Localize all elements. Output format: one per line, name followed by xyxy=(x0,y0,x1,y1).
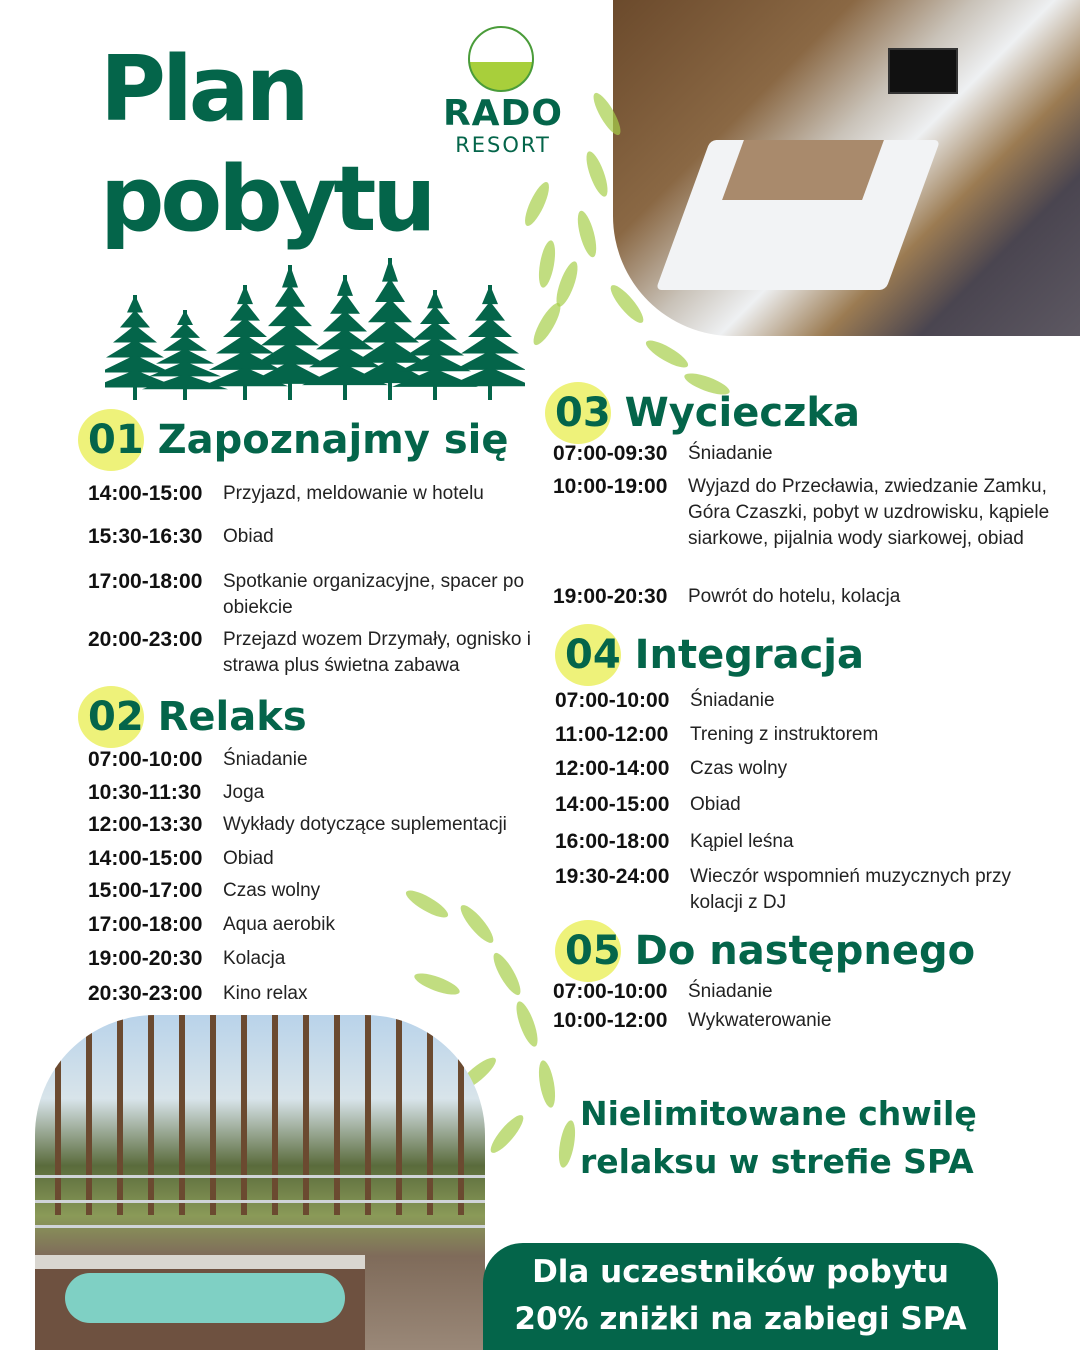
schedule-row xyxy=(553,474,1058,552)
tree-trunk xyxy=(117,1015,123,1215)
section-title: Do następnego xyxy=(634,928,976,974)
schedule-row xyxy=(88,627,548,679)
schedule-row xyxy=(88,812,548,838)
schedule-time: 14:00-15:00 xyxy=(555,793,670,816)
leaf-icon xyxy=(643,336,692,372)
leaf-icon xyxy=(556,1119,578,1169)
schedule-row xyxy=(88,946,548,972)
tree-trunk xyxy=(148,1015,154,1215)
blanket-shape xyxy=(722,140,884,200)
schedule-description: Śniadanie xyxy=(690,690,775,711)
section-heading xyxy=(88,415,509,465)
schedule-time: 15:30-16:30 xyxy=(88,525,203,548)
railing xyxy=(35,1175,485,1178)
schedule-time: 19:00-20:30 xyxy=(88,947,203,970)
schedule-time: 11:00-12:00 xyxy=(555,723,669,746)
leaf-icon xyxy=(536,239,558,289)
schedule-row xyxy=(553,584,1058,610)
jacuzzi-water xyxy=(65,1273,345,1323)
schedule-description: Wyjazd do Przecławia, zwiedzanie Zamku, Góra Czaszki, pobyt w uzdrowisku, kąpiele siarkowe, pijalnia wody siarkowej, obiad xyxy=(688,476,1050,549)
tree-trunk xyxy=(458,1015,464,1215)
schedule-row xyxy=(553,441,1058,467)
schedule-description: Śniadanie xyxy=(688,981,773,1002)
schedule-description: Joga xyxy=(223,782,265,803)
pine-tree-icon xyxy=(447,285,525,400)
promo-line1: Dla uczestników pobytu xyxy=(532,1254,949,1290)
schedule-description: Trening z instruktorem xyxy=(690,724,879,745)
section-title: Wycieczka xyxy=(624,390,860,436)
logo-subtitle: RESORT xyxy=(455,133,551,157)
spa-line2: relaksu w strefie SPA xyxy=(580,1142,974,1181)
schedule-time: 12:00-13:30 xyxy=(88,813,203,836)
leaf-icon xyxy=(574,209,600,259)
schedule-description: Czas wolny xyxy=(690,758,788,779)
schedule-time: 14:00-15:00 xyxy=(88,482,203,505)
spa-line1: Nielimitowane chwilę xyxy=(580,1094,977,1133)
schedule-time: 17:00-18:00 xyxy=(88,570,203,593)
schedule-row xyxy=(88,481,548,507)
schedule-row xyxy=(88,912,548,938)
tree-trunk xyxy=(272,1015,278,1215)
section-title: Relaks xyxy=(157,694,307,740)
schedule-time: 16:00-18:00 xyxy=(555,830,670,853)
schedule-description: Śniadanie xyxy=(223,749,308,770)
schedule-description: Przyjazd, meldowanie w hotelu xyxy=(223,483,484,504)
schedule-row xyxy=(88,846,548,872)
logo-name: RADO xyxy=(442,93,564,134)
leaf-icon xyxy=(486,1111,528,1157)
tree-trunk xyxy=(396,1015,402,1215)
schedule-description: Kino relax xyxy=(223,983,308,1004)
leaf-icon xyxy=(529,300,565,349)
leaf-icon xyxy=(521,179,554,228)
tree-trunk xyxy=(334,1015,340,1215)
section-number: 02 xyxy=(88,694,144,740)
schedule-row xyxy=(88,569,548,621)
spa-jacuzzi-photo xyxy=(35,1015,485,1350)
schedule-description: Czas wolny xyxy=(223,880,321,901)
schedule-row xyxy=(88,981,548,1007)
railing xyxy=(35,1225,485,1228)
leaf-icon xyxy=(552,259,582,309)
section-title: Integracja xyxy=(634,632,864,678)
schedule-row xyxy=(88,524,548,550)
schedule-description: Wykwaterowanie xyxy=(688,1010,832,1031)
schedule-time: 07:00-09:30 xyxy=(553,442,668,465)
schedule-time: 20:30-23:00 xyxy=(88,982,203,1005)
railing xyxy=(35,1200,485,1203)
schedule-row xyxy=(553,979,1058,1005)
schedule-row xyxy=(553,1008,1058,1034)
schedule-description: Przejazd wozem Drzymały, ognisko i strawa plus świetna zabawa xyxy=(223,629,531,676)
section-heading xyxy=(565,630,864,680)
schedule-description: Obiad xyxy=(223,848,274,869)
pine-trees-icon xyxy=(105,250,525,410)
schedule-description: Wieczór wspomnień muzycznych przy kolacji z DJ xyxy=(690,866,1011,913)
schedule-row xyxy=(555,829,1060,855)
schedule-row xyxy=(88,747,548,773)
schedule-description: Aqua aerobik xyxy=(223,914,335,935)
schedule-description: Powrót do hotelu, kolacja xyxy=(688,586,901,607)
schedule-row xyxy=(88,780,548,806)
schedule-time: 20:00-23:00 xyxy=(88,628,203,651)
tree-trunk xyxy=(303,1015,309,1215)
tree-trunk xyxy=(241,1015,247,1215)
promo-line2: 20% zniżki na zabiegi SPA xyxy=(514,1301,967,1337)
section-heading xyxy=(555,388,860,438)
leaf-icon xyxy=(582,149,612,199)
section-heading xyxy=(565,926,975,976)
hotel-room-photo xyxy=(613,0,1080,336)
schedule-row xyxy=(555,792,1060,818)
schedule-row xyxy=(555,688,1060,714)
leaf-icon xyxy=(536,1059,558,1109)
section-title: Zapoznajmy się xyxy=(157,417,509,463)
section-number: 05 xyxy=(565,928,621,974)
section-number: 04 xyxy=(565,632,621,678)
tree-trunk xyxy=(86,1015,92,1215)
schedule-time: 19:30-24:00 xyxy=(555,865,670,888)
tree-trunk xyxy=(427,1015,433,1215)
schedule-row xyxy=(555,864,1060,916)
schedule-row xyxy=(88,878,548,904)
tree-trunk xyxy=(179,1015,185,1215)
schedule-time: 07:00-10:00 xyxy=(553,980,668,1003)
promo-banner xyxy=(483,1243,998,1350)
schedule-description: Kolacja xyxy=(223,948,286,969)
section-number: 03 xyxy=(555,390,611,436)
schedule-time: 10:30-11:30 xyxy=(88,781,202,804)
tree-trunk xyxy=(365,1015,371,1215)
spa-info xyxy=(580,1090,977,1186)
tree-trunk xyxy=(210,1015,216,1215)
tv-icon xyxy=(888,48,958,94)
schedule-time: 17:00-18:00 xyxy=(88,913,203,936)
section-number: 01 xyxy=(88,417,144,463)
schedule-row xyxy=(555,722,1060,748)
schedule-description: Wykłady dotyczące suplementacji xyxy=(223,814,507,835)
schedule-description: Kąpiel leśna xyxy=(690,831,794,852)
schedule-time: 15:00-17:00 xyxy=(88,879,203,902)
schedule-description: Obiad xyxy=(690,794,741,815)
tree-trunk xyxy=(55,1015,61,1215)
schedule-time: 07:00-10:00 xyxy=(555,689,670,712)
section-heading xyxy=(88,692,307,742)
schedule-description: Śniadanie xyxy=(688,443,773,464)
schedule-time: 10:00-19:00 xyxy=(553,475,668,498)
schedule-time: 10:00-12:00 xyxy=(553,1009,668,1032)
schedule-time: 14:00-15:00 xyxy=(88,847,203,870)
schedule-description: Spotkanie organizacyjne, spacer po obiekcie xyxy=(223,571,525,618)
schedule-time: 07:00-10:00 xyxy=(88,748,203,771)
schedule-time: 19:00-20:30 xyxy=(553,585,668,608)
schedule-description: Obiad xyxy=(223,526,274,547)
schedule-row xyxy=(555,756,1060,782)
logo-trees-icon xyxy=(468,26,534,92)
page-title-line1: Plan xyxy=(100,37,306,142)
page-title-line2: pobytu xyxy=(100,147,433,252)
schedule-time: 12:00-14:00 xyxy=(555,757,670,780)
